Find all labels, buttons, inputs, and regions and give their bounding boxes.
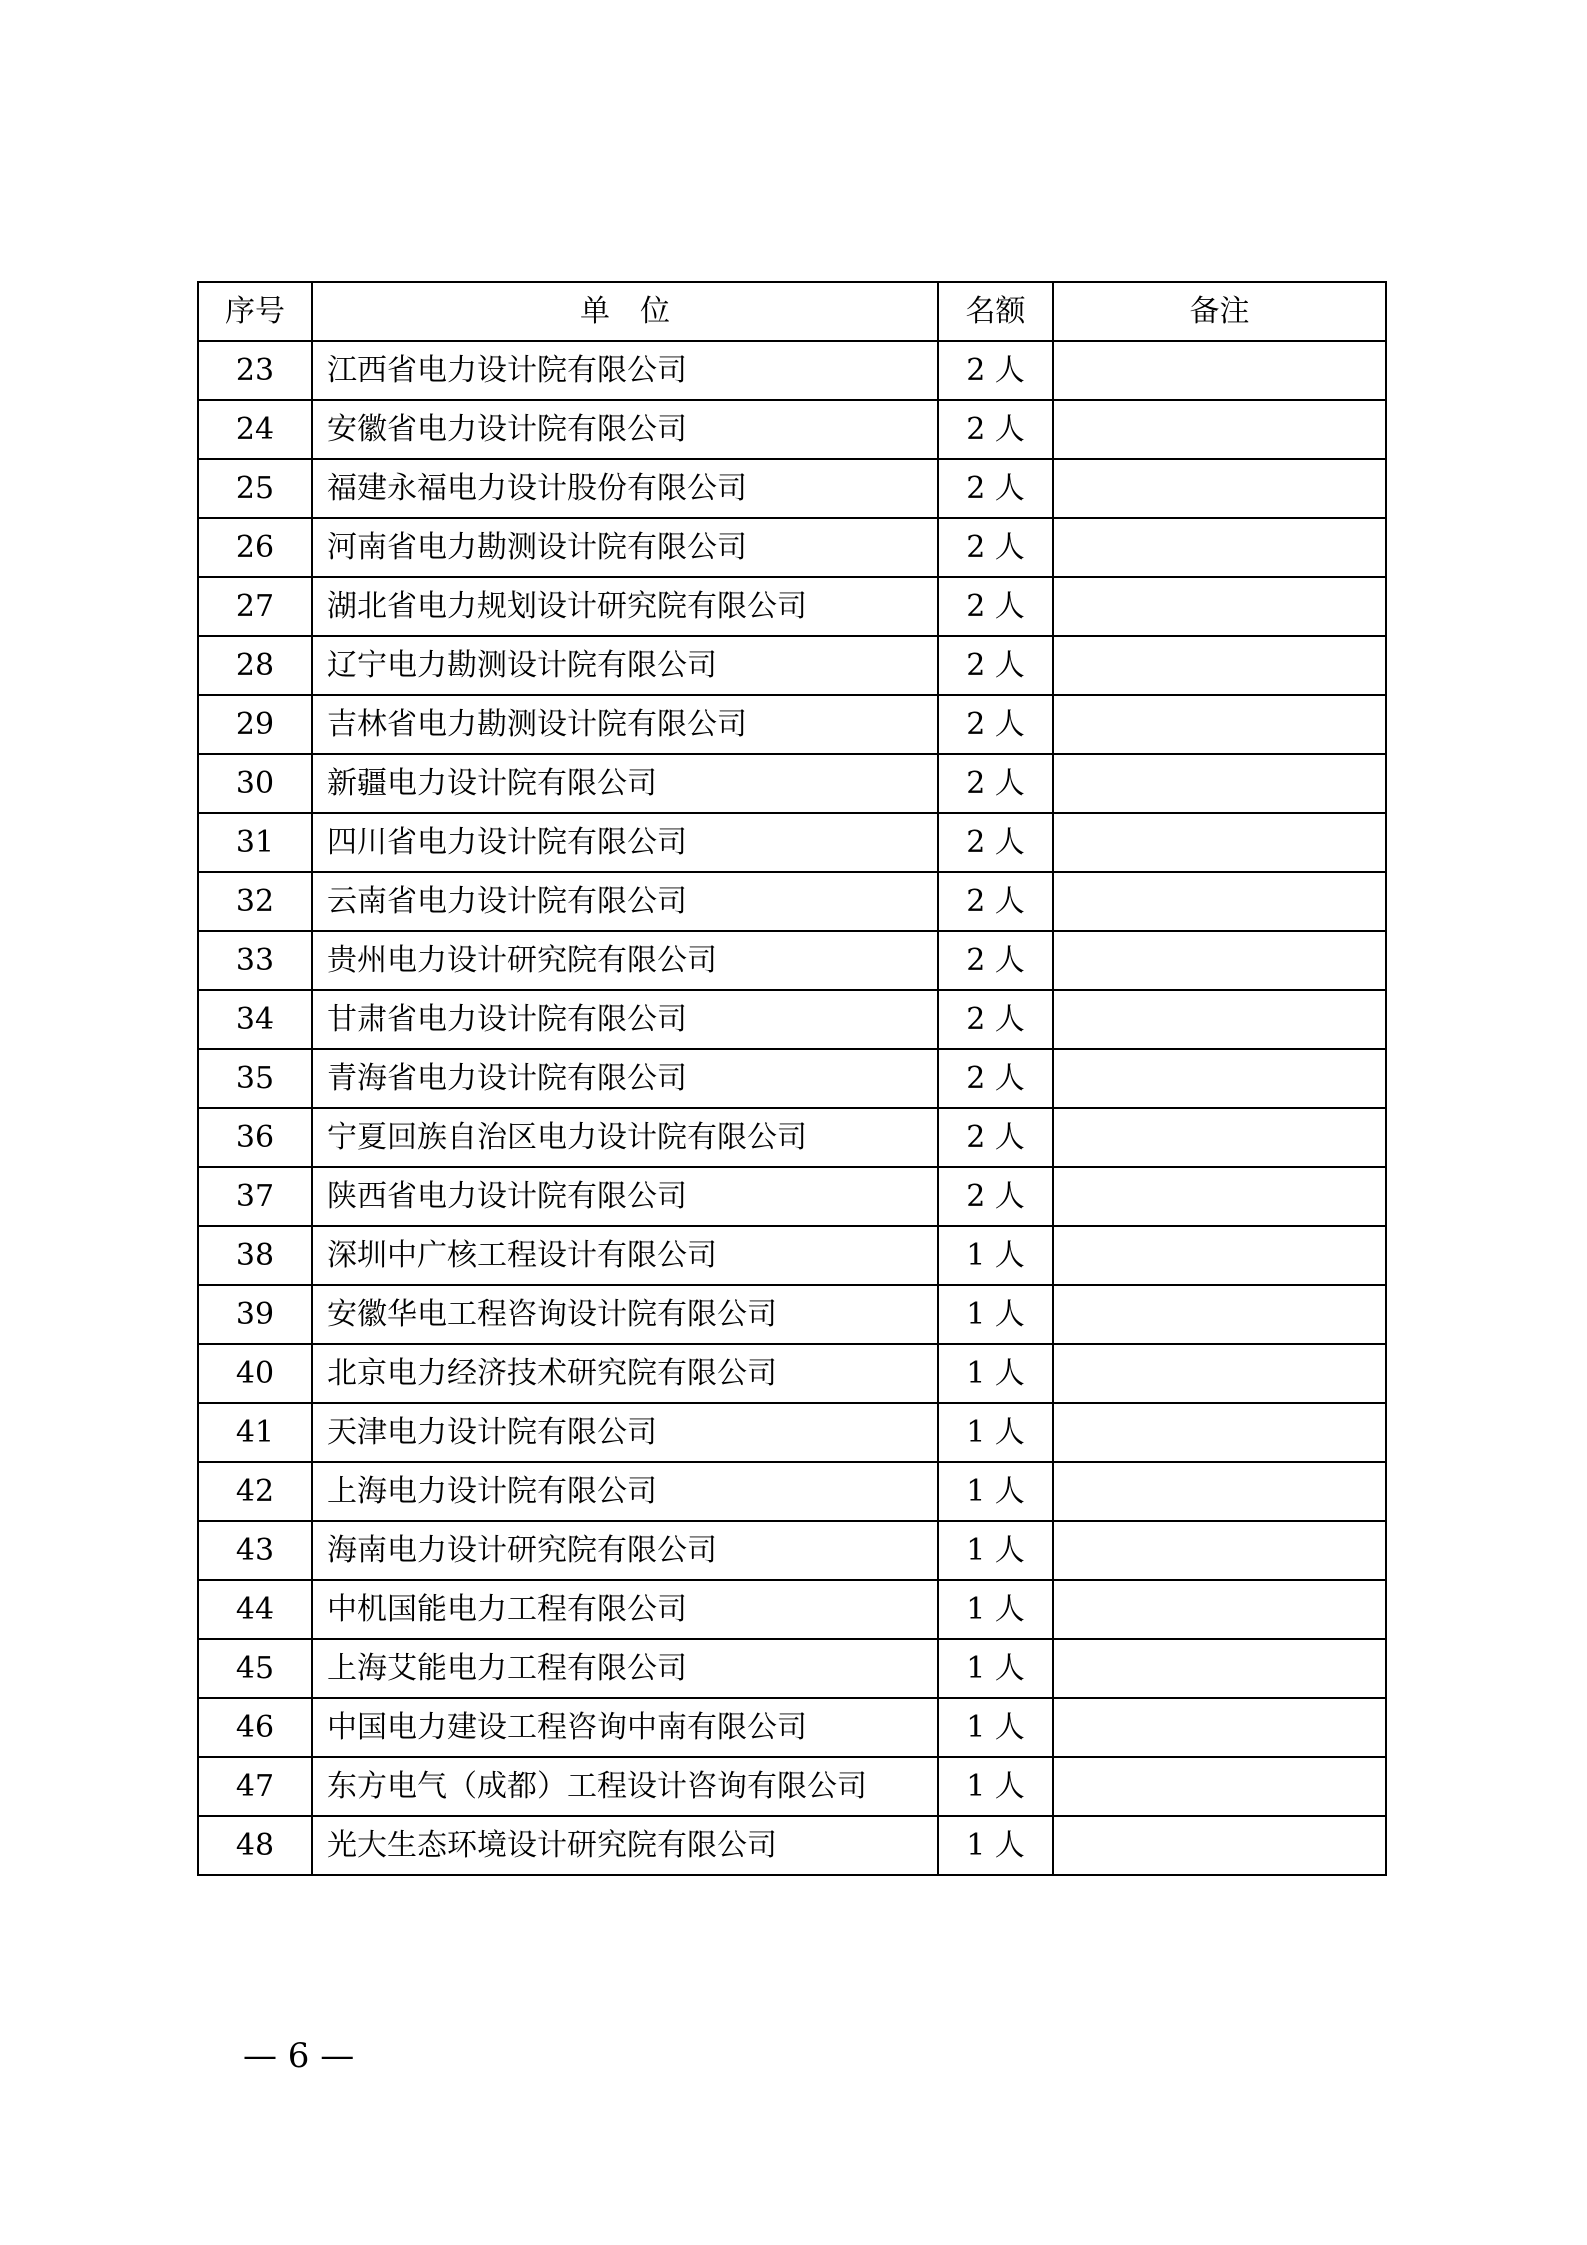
row-note xyxy=(1053,341,1386,400)
table-row xyxy=(198,754,1386,813)
row-no: 47 xyxy=(198,1757,312,1816)
row-note xyxy=(1053,695,1386,754)
row-no: 34 xyxy=(198,990,312,1049)
row-no: 32 xyxy=(198,872,312,931)
table-row xyxy=(198,1403,1386,1462)
header-no: 序号 xyxy=(198,282,312,341)
row-unit: 天津电力设计院有限公司 xyxy=(312,1403,938,1462)
row-note xyxy=(1053,636,1386,695)
row-quota: 2 人 xyxy=(938,1167,1053,1226)
table-row xyxy=(198,1344,1386,1403)
row-no: 29 xyxy=(198,695,312,754)
row-quota: 2 人 xyxy=(938,872,1053,931)
row-unit: 云南省电力设计院有限公司 xyxy=(312,872,938,931)
row-no: 35 xyxy=(198,1049,312,1108)
row-quota: 1 人 xyxy=(938,1757,1053,1816)
row-note xyxy=(1053,990,1386,1049)
row-note xyxy=(1053,1167,1386,1226)
row-no: 44 xyxy=(198,1580,312,1639)
row-no: 37 xyxy=(198,1167,312,1226)
row-note xyxy=(1053,813,1386,872)
row-unit: 吉林省电力勘测设计院有限公司 xyxy=(312,695,938,754)
row-unit: 甘肃省电力设计院有限公司 xyxy=(312,990,938,1049)
row-unit: 陕西省电力设计院有限公司 xyxy=(312,1167,938,1226)
row-quota: 1 人 xyxy=(938,1816,1053,1875)
row-no: 24 xyxy=(198,400,312,459)
table-row xyxy=(198,1639,1386,1698)
row-quota: 2 人 xyxy=(938,341,1053,400)
row-unit: 北京电力经济技术研究院有限公司 xyxy=(312,1344,938,1403)
row-quota: 1 人 xyxy=(938,1698,1053,1757)
table-row xyxy=(198,813,1386,872)
row-unit: 江西省电力设计院有限公司 xyxy=(312,341,938,400)
row-unit: 湖北省电力规划设计研究院有限公司 xyxy=(312,577,938,636)
row-note xyxy=(1053,931,1386,990)
table-row xyxy=(198,1167,1386,1226)
table-row xyxy=(198,1521,1386,1580)
row-quota: 1 人 xyxy=(938,1403,1053,1462)
row-quota: 2 人 xyxy=(938,459,1053,518)
row-note xyxy=(1053,1757,1386,1816)
row-no: 45 xyxy=(198,1639,312,1698)
row-quota: 2 人 xyxy=(938,400,1053,459)
row-note xyxy=(1053,518,1386,577)
row-unit: 深圳中广核工程设计有限公司 xyxy=(312,1226,938,1285)
header-note: 备注 xyxy=(1053,282,1386,341)
row-unit: 上海电力设计院有限公司 xyxy=(312,1462,938,1521)
row-no: 42 xyxy=(198,1462,312,1521)
row-note xyxy=(1053,1462,1386,1521)
row-no: 40 xyxy=(198,1344,312,1403)
row-note xyxy=(1053,577,1386,636)
row-note xyxy=(1053,872,1386,931)
table-row xyxy=(198,1285,1386,1344)
table-row xyxy=(198,872,1386,931)
row-unit: 上海艾能电力工程有限公司 xyxy=(312,1639,938,1698)
row-quota: 1 人 xyxy=(938,1285,1053,1344)
row-quota: 1 人 xyxy=(938,1639,1053,1698)
row-note xyxy=(1053,1285,1386,1344)
row-no: 48 xyxy=(198,1816,312,1875)
table-row xyxy=(198,518,1386,577)
table-row xyxy=(198,1698,1386,1757)
table-body xyxy=(198,341,1386,1875)
row-unit: 中国电力建设工程咨询中南有限公司 xyxy=(312,1698,938,1757)
row-unit: 宁夏回族自治区电力设计院有限公司 xyxy=(312,1108,938,1167)
row-quota: 2 人 xyxy=(938,813,1053,872)
row-quota: 2 人 xyxy=(938,636,1053,695)
row-note xyxy=(1053,1226,1386,1285)
row-no: 26 xyxy=(198,518,312,577)
row-no: 36 xyxy=(198,1108,312,1167)
row-note xyxy=(1053,459,1386,518)
row-note xyxy=(1053,1580,1386,1639)
page-number: — 6 — xyxy=(243,2036,355,2076)
row-note xyxy=(1053,1049,1386,1108)
row-no: 28 xyxy=(198,636,312,695)
row-no: 46 xyxy=(198,1698,312,1757)
row-note xyxy=(1053,1521,1386,1580)
row-quota: 2 人 xyxy=(938,695,1053,754)
row-note xyxy=(1053,1344,1386,1403)
row-quota: 1 人 xyxy=(938,1344,1053,1403)
table-row xyxy=(198,695,1386,754)
row-no: 27 xyxy=(198,577,312,636)
table-row xyxy=(198,341,1386,400)
row-quota: 1 人 xyxy=(938,1521,1053,1580)
row-no: 33 xyxy=(198,931,312,990)
row-quota: 1 人 xyxy=(938,1580,1053,1639)
row-note xyxy=(1053,400,1386,459)
table-row xyxy=(198,577,1386,636)
row-no: 30 xyxy=(198,754,312,813)
table-row xyxy=(198,1580,1386,1639)
row-quota: 1 人 xyxy=(938,1226,1053,1285)
row-no: 38 xyxy=(198,1226,312,1285)
table-row xyxy=(198,1049,1386,1108)
row-no: 43 xyxy=(198,1521,312,1580)
row-note xyxy=(1053,754,1386,813)
row-unit: 东方电气（成都）工程设计咨询有限公司 xyxy=(312,1757,938,1816)
quota-table xyxy=(197,281,1387,1876)
row-unit: 新疆电力设计院有限公司 xyxy=(312,754,938,813)
header-quota: 名额 xyxy=(938,282,1053,341)
row-unit: 中机国能电力工程有限公司 xyxy=(312,1580,938,1639)
table-row xyxy=(198,931,1386,990)
row-unit: 安徽华电工程咨询设计院有限公司 xyxy=(312,1285,938,1344)
row-quota: 2 人 xyxy=(938,931,1053,990)
header-row xyxy=(198,282,1386,341)
row-quota: 2 人 xyxy=(938,1049,1053,1108)
row-unit: 青海省电力设计院有限公司 xyxy=(312,1049,938,1108)
row-quota: 2 人 xyxy=(938,754,1053,813)
row-no: 41 xyxy=(198,1403,312,1462)
table-row xyxy=(198,1816,1386,1875)
table-row xyxy=(198,1226,1386,1285)
row-note xyxy=(1053,1639,1386,1698)
row-unit: 贵州电力设计研究院有限公司 xyxy=(312,931,938,990)
row-note xyxy=(1053,1108,1386,1167)
row-unit: 辽宁电力勘测设计院有限公司 xyxy=(312,636,938,695)
table-row xyxy=(198,1462,1386,1521)
row-unit: 安徽省电力设计院有限公司 xyxy=(312,400,938,459)
row-unit: 四川省电力设计院有限公司 xyxy=(312,813,938,872)
table-row xyxy=(198,1108,1386,1167)
row-quota: 1 人 xyxy=(938,1462,1053,1521)
row-no: 31 xyxy=(198,813,312,872)
row-no: 23 xyxy=(198,341,312,400)
row-no: 39 xyxy=(198,1285,312,1344)
row-quota: 2 人 xyxy=(938,577,1053,636)
header-unit: 单 位 xyxy=(312,282,938,341)
table-row xyxy=(198,1757,1386,1816)
table-row xyxy=(198,636,1386,695)
table-row xyxy=(198,400,1386,459)
row-unit: 福建永福电力设计股份有限公司 xyxy=(312,459,938,518)
row-unit: 海南电力设计研究院有限公司 xyxy=(312,1521,938,1580)
row-note xyxy=(1053,1698,1386,1757)
row-quota: 2 人 xyxy=(938,1108,1053,1167)
table-header xyxy=(198,282,1386,341)
row-note xyxy=(1053,1816,1386,1875)
row-note xyxy=(1053,1403,1386,1462)
row-quota: 2 人 xyxy=(938,990,1053,1049)
row-unit: 光大生态环境设计研究院有限公司 xyxy=(312,1816,938,1875)
table-row xyxy=(198,990,1386,1049)
row-quota: 2 人 xyxy=(938,518,1053,577)
row-no: 25 xyxy=(198,459,312,518)
table-row xyxy=(198,459,1386,518)
row-unit: 河南省电力勘测设计院有限公司 xyxy=(312,518,938,577)
